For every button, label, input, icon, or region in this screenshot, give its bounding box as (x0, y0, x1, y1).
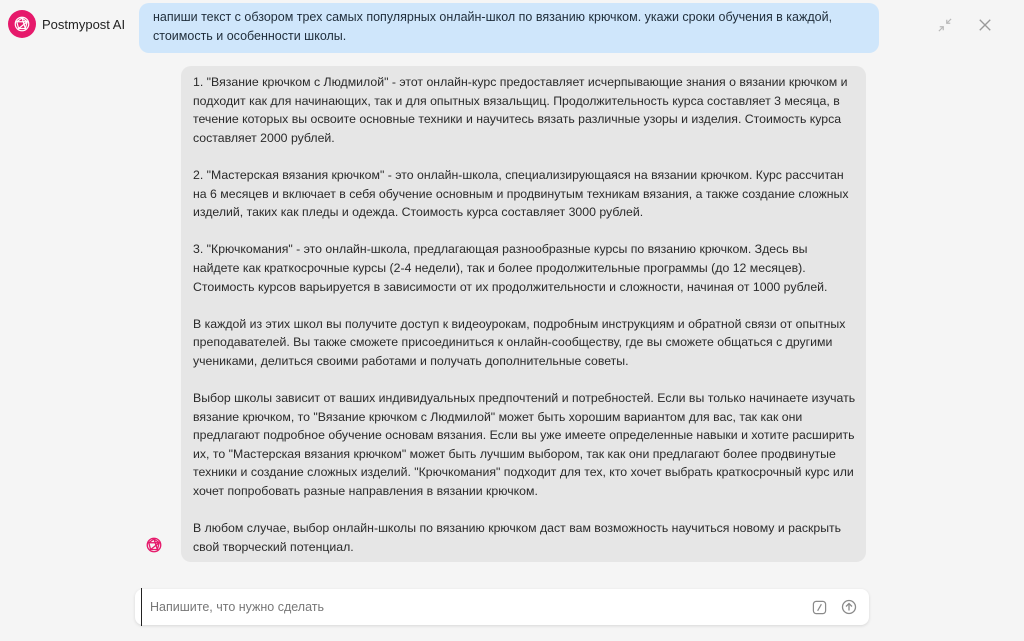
send-arrow-icon[interactable] (841, 599, 857, 615)
user-message: напиши текст с обзором трех самых популярных онлайн-школ по вязанию крючком. укажи сроки обучения в каждой, стоимость и особенности школы. (139, 3, 879, 53)
assistant-paragraph: В любом случае, выбор онлайн-школы по вязанию крючком даст вам возможность научиться новому и раскрыть свой творческий потенциал. (193, 521, 842, 554)
message-composer (135, 589, 869, 625)
assistant-paragraph: 1. "Вязание крючком с Людмилой" - этот онлайн-курс предоставляет исчерпывающие знания о вязании крючком и подходит как для начинающих, так и для опытных вязальщиц. Продолжительность курса составляет 3 месяца, в течение которых вы освоите основные техники и научитесь вязать различные узоры и изделия. Стоимость курса составляет 2000 рублей. (193, 75, 848, 145)
app-title: Postmypost AI (42, 16, 126, 32)
message-input[interactable] (141, 588, 811, 626)
assistant-avatar-icon (145, 536, 163, 554)
assistant-paragraph: В каждой из этих школ вы получите доступ к видеоурокам, подробным инструкциям и обратной связи от опытных преподавателей. Вы также сможете присоединиться к онлайн-сообществу, где вы сможете общаться с другими учениками, делиться своими работами и получать дополнительные советы. (193, 316, 846, 368)
assistant-paragraph: 2. "Мастерская вязания крючком" - это онлайн-школа, специализирующаяся на вязании крючком. Курс рассчитан на 6 месяцев и включает в себя обучение основным и продвинутым техникам вязания, а также создание сложных изделий, таких как пледы и одежда. Стоимость курса составляет 3000 рублей. (193, 167, 849, 220)
assistant-message (181, 66, 866, 562)
composer-actions (811, 599, 869, 615)
slash-command-icon[interactable] (811, 599, 827, 615)
close-icon[interactable] (976, 16, 994, 34)
collapse-arrows-icon[interactable] (936, 16, 954, 34)
assistant-paragraph: Выбор школы зависит от ваших индивидуальных предпочтений и потребностей. Если вы только начинаете изучать вязание крючком, то "Вязание крючком с Людмилой" может быть хорошим вариантом для вас, так как они предлагают подробное обучение основам вязания. Если вы уже имеете определенные навыки и хотите расширить их, то "Мастерская вязания крючком" может быть лучшим выбором, так как они предлагают более продвинутые техники и создание сложных изделий. "Крючкомания" подходит для тех, кто хочет выбрать краткосрочный курс или хочет попробовать разные направления в вязании крючком. (193, 391, 856, 499)
brand (8, 10, 125, 38)
postmypost-logo-icon (8, 10, 36, 38)
window-controls (936, 16, 994, 34)
assistant-paragraph: 3. "Крючкомания" - это онлайн-школа, предлагающая разнообразные курсы по вязанию крючком. Здесь вы найдете как краткосрочные курсы (2-4 недели), так и более продолжительные программы (до 12 месяцев). Стоимость курсов варьируется в зависимости от их продолжительности и сложности, начиная от 1000 рублей. (193, 242, 828, 294)
